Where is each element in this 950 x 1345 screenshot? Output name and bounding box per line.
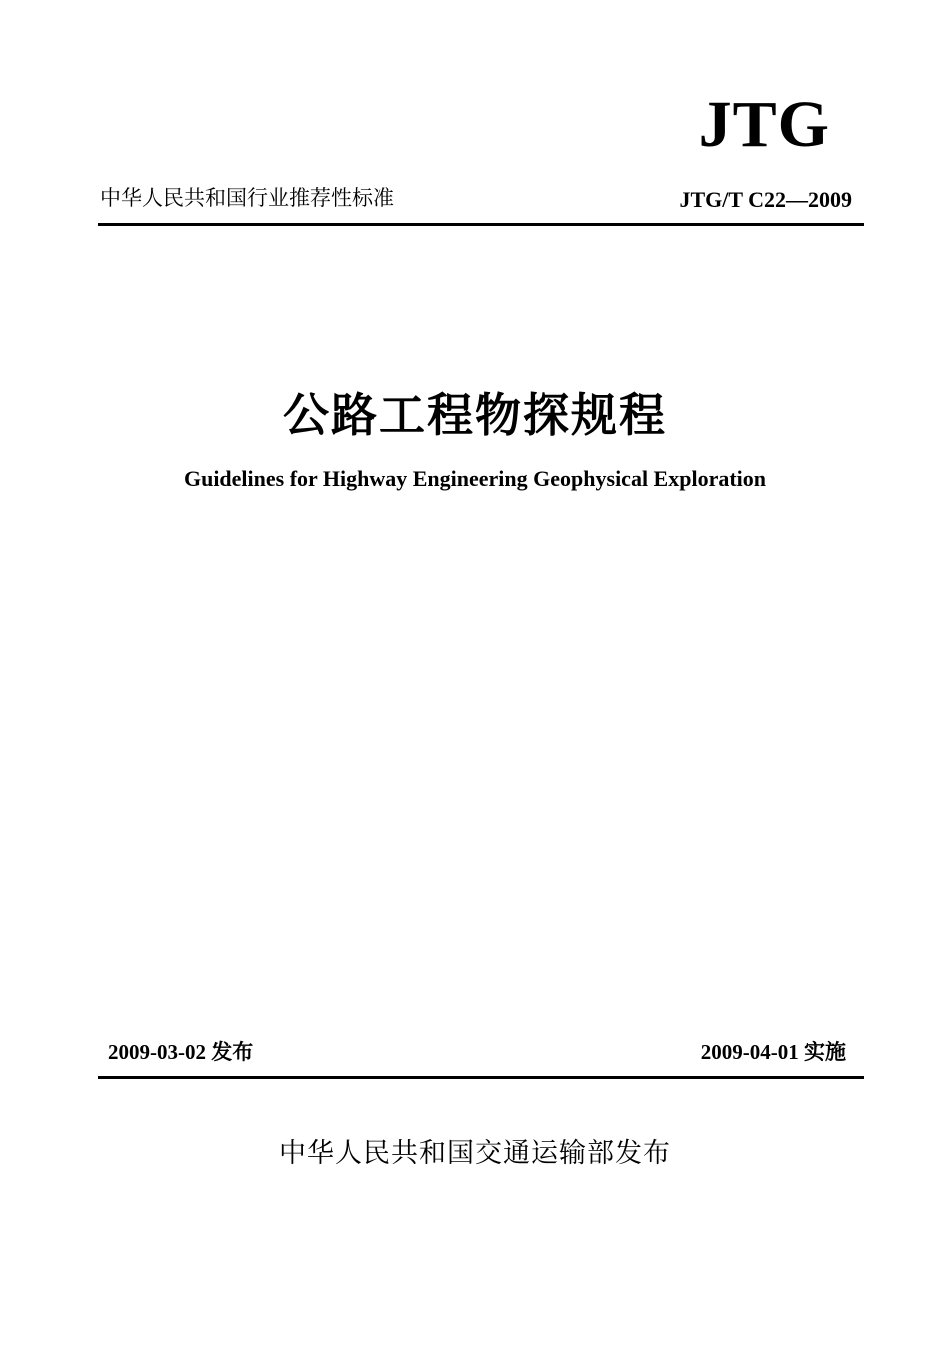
standard-type: 中华人民共和国行业推荐性标准 xyxy=(100,186,394,210)
standard-code: JTG/T C22—2009 xyxy=(679,187,852,212)
document-title-chinese: 公路工程物探规程 xyxy=(283,388,667,442)
jtg-logo: JTG xyxy=(698,88,830,161)
document-title-english: Guidelines for Highway Engineering Geophysical Exploration xyxy=(183,466,767,491)
issue-date: 2009-03-02 发布 xyxy=(108,1040,254,1064)
header-divider xyxy=(98,223,864,226)
publisher: 中华人民共和国交通运输部发布 xyxy=(279,1138,671,1169)
implementation-date: 2009-04-01 实施 xyxy=(700,1040,846,1064)
footer-divider xyxy=(98,1076,864,1079)
